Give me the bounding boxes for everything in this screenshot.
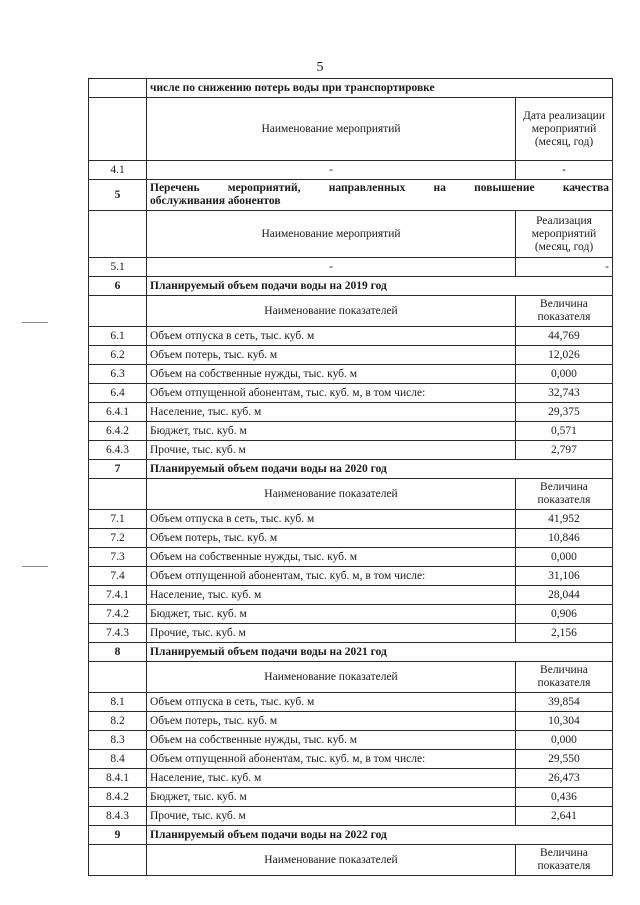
section-title: [147, 180, 613, 211]
row-name: Объем потерь, тыс. куб. м: [147, 346, 516, 365]
table-row: [89, 327, 613, 346]
row-name: Прочие, тыс. куб. м: [147, 441, 516, 460]
table-row: [89, 586, 613, 605]
table-row: [89, 365, 613, 384]
row-num: 7.4.1: [89, 586, 147, 605]
row-value: 41,952: [515, 510, 612, 529]
scan-mark: [22, 566, 48, 567]
row-value: 26,473: [515, 769, 612, 788]
row-value: 0,000: [515, 365, 612, 384]
row-num: 8.4.1: [89, 769, 147, 788]
row-num: 6.1: [89, 327, 147, 346]
row-name: Объем на собственные нужды, тыс. куб. м: [147, 365, 516, 384]
row-value: 29,375: [515, 403, 612, 422]
row-value: 12,026: [515, 346, 612, 365]
table-row: [89, 529, 613, 548]
row-num: 6.3: [89, 365, 147, 384]
table-row: [89, 807, 613, 826]
row-num: 8.4.2: [89, 788, 147, 807]
row-value: 2,156: [515, 624, 612, 643]
row-value: 29,550: [515, 750, 612, 769]
table-row: [89, 693, 613, 712]
row-num: 6.4: [89, 384, 147, 403]
row-name: Объем потерь, тыс. куб. м: [147, 529, 516, 548]
section-num: 9: [89, 826, 147, 845]
row-value: 2,797: [515, 441, 612, 460]
page-number: 5: [316, 60, 324, 75]
row-name: Бюджет, тыс. куб. м: [147, 605, 516, 624]
row-name: Бюджет, тыс. куб. м: [147, 788, 516, 807]
row-name: Объем на собственные нужды, тыс. куб. м: [147, 548, 516, 567]
table-row: [89, 441, 613, 460]
row-num: 6.2: [89, 346, 147, 365]
row-value: 2,641: [515, 807, 612, 826]
section-num: 7: [89, 460, 147, 479]
row-name: Прочие, тыс. куб. м: [147, 807, 516, 826]
row-name: Население, тыс. куб. м: [147, 769, 516, 788]
cell-num: [89, 845, 147, 876]
table-row: [89, 384, 613, 403]
row-name: Население, тыс. куб. м: [147, 403, 516, 422]
row-value: 10,846: [515, 529, 612, 548]
row-value: 39,854: [515, 693, 612, 712]
row-num: 8.4: [89, 750, 147, 769]
table-row: [89, 422, 613, 441]
table-row: [89, 605, 613, 624]
column-header-value: Величина показателя: [515, 662, 612, 693]
column-header-date: Реализация мероприятий (месяц, год): [515, 211, 612, 258]
row-name: Объем потерь, тыс. куб. м: [147, 712, 516, 731]
row-name: Объем отпущенной абонентам, тыс. куб. м, в том числе:: [147, 750, 516, 769]
row-num: 7.2: [89, 529, 147, 548]
row-name: Объем на собственные нужды, тыс. куб. м: [147, 731, 516, 750]
row-name: -: [147, 161, 516, 180]
row-name: Объем отпущенной абонентам, тыс. куб. м, в том числе:: [147, 384, 516, 403]
row-num: 7.4: [89, 567, 147, 586]
column-header-value: Величина показателя: [515, 296, 612, 327]
section-title-line: обслуживания абонентов: [150, 195, 281, 207]
row-value: -: [515, 258, 612, 277]
table-row: [89, 750, 613, 769]
row-num: 8.4.3: [89, 807, 147, 826]
row-num: 7.3: [89, 548, 147, 567]
row-name: Прочие, тыс. куб. м: [147, 624, 516, 643]
cell-num: [89, 662, 147, 693]
section-title: Планируемый объем подачи воды на 2019 год: [147, 277, 613, 296]
row-num: 8.3: [89, 731, 147, 750]
column-header-name: Наименование мероприятий: [147, 211, 516, 258]
table-row: [89, 346, 613, 365]
row-num: 6.4.3: [89, 441, 147, 460]
section-title-cont: числе по снижению потерь воды при транспортировке: [147, 79, 613, 98]
column-header-name: Наименование показателей: [147, 479, 516, 510]
row-value: -: [515, 161, 612, 180]
section-num: 8: [89, 643, 147, 662]
section-num: 5: [89, 180, 147, 211]
section-num: 6: [89, 277, 147, 296]
row-value: 31,106: [515, 567, 612, 586]
row-num: 6.4.2: [89, 422, 147, 441]
row-num: 4.1: [89, 161, 147, 180]
table-row: [89, 567, 613, 586]
column-header-value: Величина показателя: [515, 479, 612, 510]
cell-num: [89, 79, 147, 98]
column-header-name: Наименование показателей: [147, 662, 516, 693]
scan-mark: [22, 322, 48, 323]
table-row: [89, 403, 613, 422]
table-row: [89, 712, 613, 731]
row-value: 0,436: [515, 788, 612, 807]
section-title: Планируемый объем подачи воды на 2021 год: [147, 643, 613, 662]
table-row: [89, 769, 613, 788]
row-name: Объем отпущенной абонентам, тыс. куб. м, в том числе:: [147, 567, 516, 586]
row-value: 0,906: [515, 605, 612, 624]
cell-num: [89, 98, 147, 161]
row-num: 7.1: [89, 510, 147, 529]
row-name: Население, тыс. куб. м: [147, 586, 516, 605]
water-supply-table: [88, 78, 613, 876]
row-value: 32,743: [515, 384, 612, 403]
table-row: [89, 548, 613, 567]
column-header-date: Дата реализации мероприятий (месяц, год): [515, 98, 612, 161]
row-num: 6.4.1: [89, 403, 147, 422]
section-title-line: Перечень мероприятий, направленных на повышение качества: [150, 182, 609, 194]
cell-num: [89, 296, 147, 327]
row-value: 44,769: [515, 327, 612, 346]
row-value: 0,000: [515, 548, 612, 567]
row-name: -: [147, 258, 516, 277]
column-header-name: Наименование мероприятий: [147, 98, 516, 161]
table-row: [89, 624, 613, 643]
cell-num: [89, 479, 147, 510]
column-header-value: Величина показателя: [515, 845, 612, 876]
section-title: Планируемый объем подачи воды на 2020 год: [147, 460, 613, 479]
row-num: 7.4.2: [89, 605, 147, 624]
section-title: Планируемый объем подачи воды на 2022 год: [147, 826, 613, 845]
table-row: [89, 731, 613, 750]
row-num: 5.1: [89, 258, 147, 277]
column-header-name: Наименование показателей: [147, 296, 516, 327]
table-row: [89, 788, 613, 807]
row-value: 0,000: [515, 731, 612, 750]
row-name: Объем отпуска в сеть, тыс. куб. м: [147, 510, 516, 529]
row-name: Бюджет, тыс. куб. м: [147, 422, 516, 441]
row-num: 8.2: [89, 712, 147, 731]
row-name: Объем отпуска в сеть, тыс. куб. м: [147, 693, 516, 712]
cell-num: [89, 211, 147, 258]
row-value: 28,044: [515, 586, 612, 605]
table-row: [89, 510, 613, 529]
row-num: 8.1: [89, 693, 147, 712]
row-value: 0,571: [515, 422, 612, 441]
row-num: 7.4.3: [89, 624, 147, 643]
row-value: 10,304: [515, 712, 612, 731]
row-name: Объем отпуска в сеть, тыс. куб. м: [147, 327, 516, 346]
column-header-name: Наименование показателей: [147, 845, 516, 876]
